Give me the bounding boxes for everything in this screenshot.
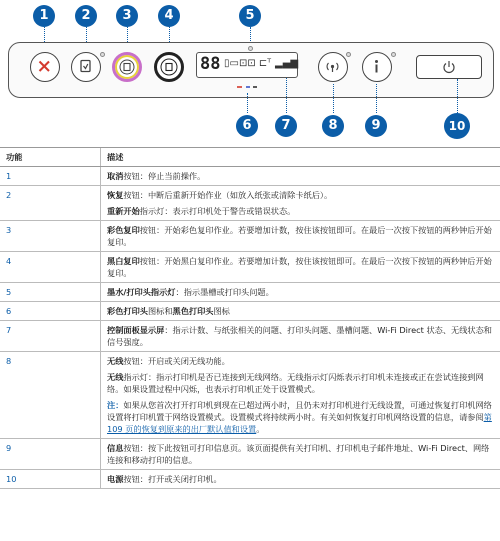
- info-light: [391, 52, 396, 57]
- info-button[interactable]: [362, 52, 392, 82]
- row-description: [101, 186, 500, 221]
- header-description: 描述: [101, 148, 500, 167]
- description-text: 按钮：开始黑白复印作业。若要增加计数，按住该按钮即可。在最后一次按下按钮的两秒钟后开始复印。: [107, 256, 492, 278]
- row-description: [101, 252, 500, 283]
- power-button[interactable]: [416, 55, 482, 79]
- row-number: 5: [0, 283, 101, 302]
- callout-9: 9: [365, 115, 387, 137]
- row-number: 8: [0, 352, 101, 439]
- leader-line: [247, 93, 248, 113]
- reset-settings-link[interactable]: 第 109 页的恢复到原来的出厂默认值和设置: [107, 412, 492, 434]
- color-copy-button[interactable]: [112, 52, 142, 82]
- table-row: [0, 167, 500, 186]
- callout-1: 1: [33, 5, 55, 27]
- callout-8: 8: [322, 115, 344, 137]
- keyword: 恢复: [107, 190, 124, 200]
- control-panel-display: [196, 52, 298, 78]
- row-description: [101, 283, 500, 302]
- color-copy-icon: [115, 55, 139, 79]
- header-function: 功能: [0, 148, 101, 167]
- description-text: 按钮：开启或关闭无线功能。: [123, 356, 230, 366]
- table-row: [0, 283, 500, 302]
- keyword: 黑色打印头: [172, 306, 214, 316]
- row-number: 6: [0, 302, 101, 321]
- row-description: [101, 352, 500, 439]
- row-number: 2: [0, 186, 101, 221]
- keyword: 取消: [107, 171, 124, 181]
- keyword: 无线: [107, 356, 124, 366]
- row-description: [101, 321, 500, 352]
- callout-3: 3: [116, 5, 138, 27]
- keyword: 电源: [107, 474, 124, 484]
- description-text: 指示灯：指示打印机是否已连接到无线网络。无线指示灯闪烁表示打印机未连接或正在尝试连接到网络。如果设置过程中闪烁，也表示打印机正处于设置模式。: [107, 372, 484, 394]
- row-number: 1: [0, 167, 101, 186]
- keyword: 控制面板显示屏: [107, 325, 165, 335]
- leader-line: [333, 84, 334, 113]
- table-row: [0, 470, 500, 489]
- ink-printhead-light: [248, 46, 253, 51]
- row-description: [101, 470, 500, 489]
- description-text: 如果从您首次打开打印机到现在已超过两小时，且仍未对打印机进行无线设置，可通过恢复打印机网络设置将打印机置于网络设置模式。设置模式将持续两小时。有关如何恢复打印机网络设置的信息，请参阅: [107, 400, 492, 422]
- row-description: [101, 439, 500, 470]
- description-text: 按钮：打开或关闭打印机。: [123, 474, 222, 484]
- info-icon: [363, 53, 390, 80]
- note-label: 注：: [107, 400, 124, 410]
- table-row: [0, 186, 500, 221]
- wireless-light: [346, 52, 351, 57]
- display-digits: 88: [200, 54, 221, 74]
- description-text: 按钮：停止当前操作。: [123, 171, 206, 181]
- description-text: 按钮：开始彩色复印作业。若要增加计数，按住该按钮即可。在最后一次按下按钮的两秒钟后开始复印。: [107, 225, 492, 247]
- power-icon: [417, 56, 481, 78]
- description-text: 指示灯：表示打印机处于警告或错误状态。: [139, 206, 296, 216]
- keyword: 墨水/打印头指示灯: [107, 287, 176, 297]
- keyword: 彩色打印头: [107, 306, 148, 316]
- function-table: [0, 147, 500, 489]
- description-text: 图标和: [147, 306, 173, 316]
- cancel-x-icon: [31, 53, 58, 80]
- cancel-button[interactable]: [30, 52, 60, 82]
- keyword: 彩色复印: [107, 225, 140, 235]
- keyword: 重新开始: [107, 206, 140, 216]
- keyword: 无线: [107, 372, 124, 382]
- callout-2: 2: [75, 5, 97, 27]
- leader-line: [457, 79, 458, 113]
- row-number: 4: [0, 252, 101, 283]
- table-row: [0, 439, 500, 470]
- description-text: ：指示墨槽或打印头问题。: [175, 287, 274, 297]
- resume-light: [100, 52, 105, 57]
- signal-strength-icon: ▂▄▆: [275, 58, 299, 69]
- table-row: [0, 252, 500, 283]
- table-row: [0, 352, 500, 439]
- row-description: [101, 167, 500, 186]
- wireless-icon: [319, 53, 346, 80]
- keyword: 黑白复印: [107, 256, 140, 266]
- table-row: [0, 221, 500, 252]
- description-text: ：指示计数、与纸张相关的问题、打印头问题、墨槽问题、Wi-Fi Direct 状态、无线状态和信号强度。: [107, 325, 492, 347]
- callout-6: 6: [236, 115, 258, 137]
- description-text: 按钮：中断后重新开始作业（如放入纸张或清除卡纸后）。: [123, 190, 333, 200]
- table-header-row: [0, 148, 500, 167]
- wireless-button[interactable]: [318, 52, 348, 82]
- row-description: [101, 221, 500, 252]
- leader-line: [286, 78, 287, 113]
- callout-5: 5: [239, 5, 261, 27]
- resume-icon: [72, 53, 99, 80]
- callout-10: 10: [444, 113, 470, 139]
- description-text: 图标: [213, 306, 230, 316]
- display-status-icons: ▯▭⊡⊡ ⊏ᵀ: [224, 58, 272, 69]
- row-number: 7: [0, 321, 101, 352]
- description-text: 。: [256, 424, 265, 434]
- row-number: 9: [0, 439, 101, 470]
- black-copy-button[interactable]: [154, 52, 184, 82]
- row-description: [101, 302, 500, 321]
- resume-button[interactable]: [71, 52, 101, 82]
- row-number: 10: [0, 470, 101, 489]
- row-number: 3: [0, 221, 101, 252]
- control-panel-diagram: [0, 0, 500, 150]
- printhead-icons: [236, 82, 258, 92]
- leader-line: [376, 84, 377, 113]
- description-text: 按钮：按下此按钮可打印信息页。该页面提供有关打印机、打印机电子邮件地址、Wi-Fi Direct、网络连接和移动打印的信息。: [107, 443, 490, 465]
- callout-7: 7: [275, 115, 297, 137]
- keyword: 信息: [107, 443, 124, 453]
- table-row: [0, 302, 500, 321]
- callout-4: 4: [158, 5, 180, 27]
- black-copy-icon: [157, 55, 181, 79]
- table-row: [0, 321, 500, 352]
